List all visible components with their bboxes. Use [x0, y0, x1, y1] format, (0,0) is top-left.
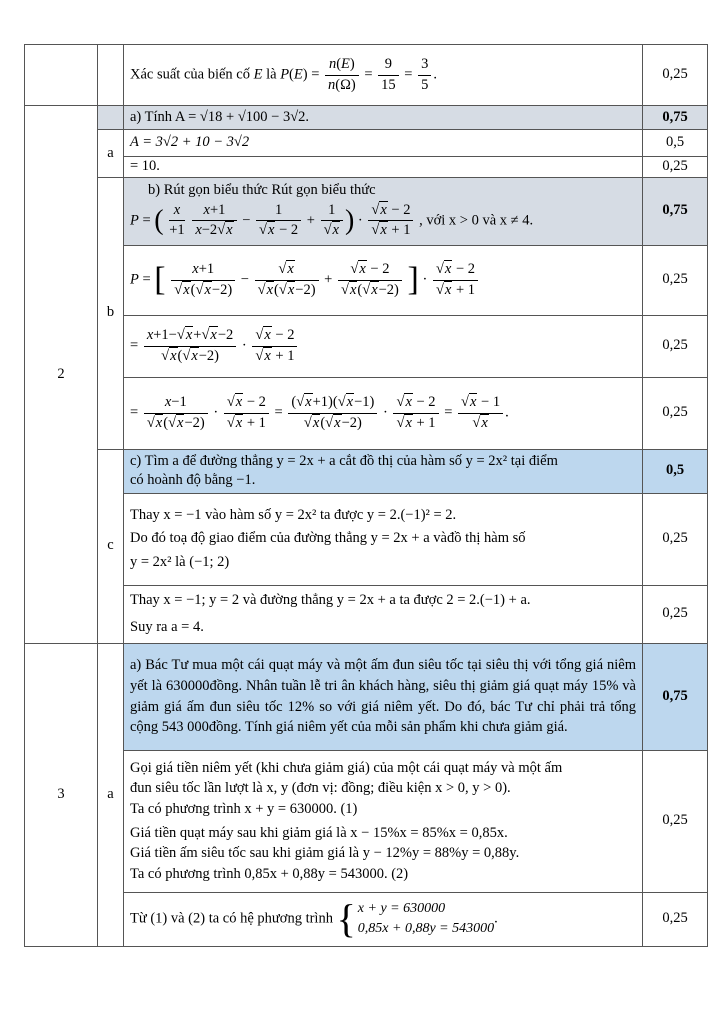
- score-cell: 0,25: [643, 493, 708, 585]
- part-cell: [98, 106, 124, 130]
- q3a-step-1-line6: Ta có phương trình 0,85x + 0,88y = 543000. (2): [130, 865, 409, 882]
- score-cell: 0,25: [643, 245, 708, 315]
- system-eq1: x + y = 630000: [357, 901, 446, 917]
- q2a-prompt: a) Tính A = √18 + √100 − 3√2.: [124, 106, 643, 130]
- q2c-step-2-line1: Thay x = −1; y = 2 và đường thẳng y = 2x + a ta được 2 = 2.(−1) + a.: [130, 591, 531, 608]
- score-cell: 0,25: [643, 315, 708, 377]
- q2b-prompt: b) Rút gọn biểu thức Rút gọn biểu thức P = ( x +1 $\frac{x+1}{x-2√ x}$ − 1 √ x − 2 + 1 √ x ) · √ x − 2 √ x + 1 , với x > 0 và x ≠ 4.: [124, 177, 643, 245]
- probability-answer: Xác suất của biến cố E là P(E) = $\frac{n(E)}{n(\Omega)}$ = $\frac{9}{15}$ = $\frac{3}{5}$ .: [124, 45, 643, 106]
- score-cell: 0,25: [643, 585, 708, 643]
- q2c-step-2-line2: Suy ra a = 4.: [130, 619, 204, 636]
- q3a-step-1-line3: Ta có phương trình x + y = 630000. (1): [130, 800, 358, 817]
- q2c-prompt: [124, 449, 643, 493]
- q3a-step-2-text: Từ (1) và (2) ta có hệ phương trình: [130, 910, 333, 927]
- q3a-step-1: [124, 750, 643, 892]
- system-eq2: 0,85x + 0,88y = 543000: [357, 921, 495, 937]
- q2c-prompt-line1: c) Tìm a để đường thẳng y = 2x + a cắt đồ thị của hàm số y = 2x² tại điểm: [130, 452, 558, 469]
- score-cell: 0,75: [643, 177, 708, 245]
- question-cell: [25, 45, 98, 106]
- score-cell: 0,75: [643, 643, 708, 750]
- q2c-step-1: [124, 493, 643, 585]
- equation-system: { x + y = 630000 0,85x + 0,88y = 543000: [336, 896, 495, 942]
- part-label: c: [98, 449, 124, 643]
- q3a-prompt: a) Bác Tư mua một cái quạt máy và một ấm đun siêu tốc tại siêu thị với tổng giá niêm yết là 630000đồng. Nhân tuần lễ tri ân khách hàng, siêu thị giảm giá quạt máy 15% và giảm giá ấm đun siêu tốc 12% so với giá niêm yết. Do đó, bác Tư chỉ phải trả tổng cộng 543 000đồng. Tính giá niêm yết của mỗi sản phẩm khi chưa giảm giá.: [124, 643, 643, 750]
- q2b-step-1: P = [ x+1 √ x(√ x−2) − √ x √ x(√ x−2) + √ x − 2 √ x(√ x−2) ] · √ x − 2 √ x + 1: [124, 245, 643, 315]
- q3a-step-1-line2: đun siêu tốc lần lượt là x, y (đơn vị: đồng; điều kiện x > 0, y > 0).: [130, 780, 511, 797]
- q2b-step-2: = x+1−√ x+√ x−2 √ x(√ x−2) · √ x − 2 √ x + 1: [124, 315, 643, 377]
- q2b-condition: , với x > 0 và x ≠ 4.: [419, 212, 534, 229]
- answer-table: [24, 44, 708, 947]
- question-number: 3: [25, 643, 98, 946]
- score-cell: 0,5: [643, 130, 708, 157]
- q3a-step-2: Từ (1) và (2) ta có hệ phương trình { x + y = 630000 0,85x + 0,88y = 543000 .: [124, 892, 643, 946]
- q3a-step-1-line4: Giá tiền quạt máy sau khi giảm giá là x − 15%x = 85%x = 0,85x.: [130, 825, 508, 842]
- part-cell: [98, 45, 124, 106]
- q3a-step-1-line5: Giá tiền ấm siêu tốc sau khi giảm giá là y − 12%y = 88%y = 0,88y.: [130, 845, 520, 862]
- question-number: 2: [25, 106, 98, 644]
- part-label: a: [98, 643, 124, 946]
- score-cell: 0,25: [643, 157, 708, 178]
- q2c-step-1-line1: Thay x = −1 vào hàm số y = 2x² ta được y = 2.(−1)² = 2.: [130, 507, 457, 524]
- q2a-step-2: = 10.: [124, 157, 643, 178]
- q2b-title: b) Rút gọn biểu thức Rút gọn biểu thức: [148, 182, 376, 199]
- q3a-step-1-line1: Gọi giá tiền niêm yết (khi chưa giảm giá) của một cái quạt máy và một ấm: [130, 760, 563, 777]
- q2c-step-2: [124, 585, 643, 643]
- part-label: b: [98, 177, 124, 449]
- score-cell: 0,25: [643, 892, 708, 946]
- q2c-step-1-line2: Do đó toạ độ giao điểm của đường thẳng y = 2x + a vàđồ thị hàm số: [130, 530, 526, 547]
- q2b-step-3: = x−1 √ x(√ x−2) · √ x − 2 √ x + 1 = (√ x+1)(√ x−1) √ x(√ x−2) · √ x − 2 √ x + 1 = √ x − 1 √ x .: [124, 377, 643, 449]
- q2c-prompt-line2: có hoành độ bằng −1.: [130, 472, 256, 489]
- score-cell: 0,5: [643, 449, 708, 493]
- part-label: a: [98, 130, 124, 178]
- q2a-step-1: A = 3√2 + 10 − 3√2: [124, 130, 643, 157]
- score-cell: 0,75: [643, 106, 708, 130]
- score-cell: 0,25: [643, 45, 708, 106]
- score-cell: 0,25: [643, 377, 708, 449]
- score-cell: 0,25: [643, 750, 708, 892]
- q2c-step-1-line3: y = 2x² là (−1; 2): [130, 553, 230, 570]
